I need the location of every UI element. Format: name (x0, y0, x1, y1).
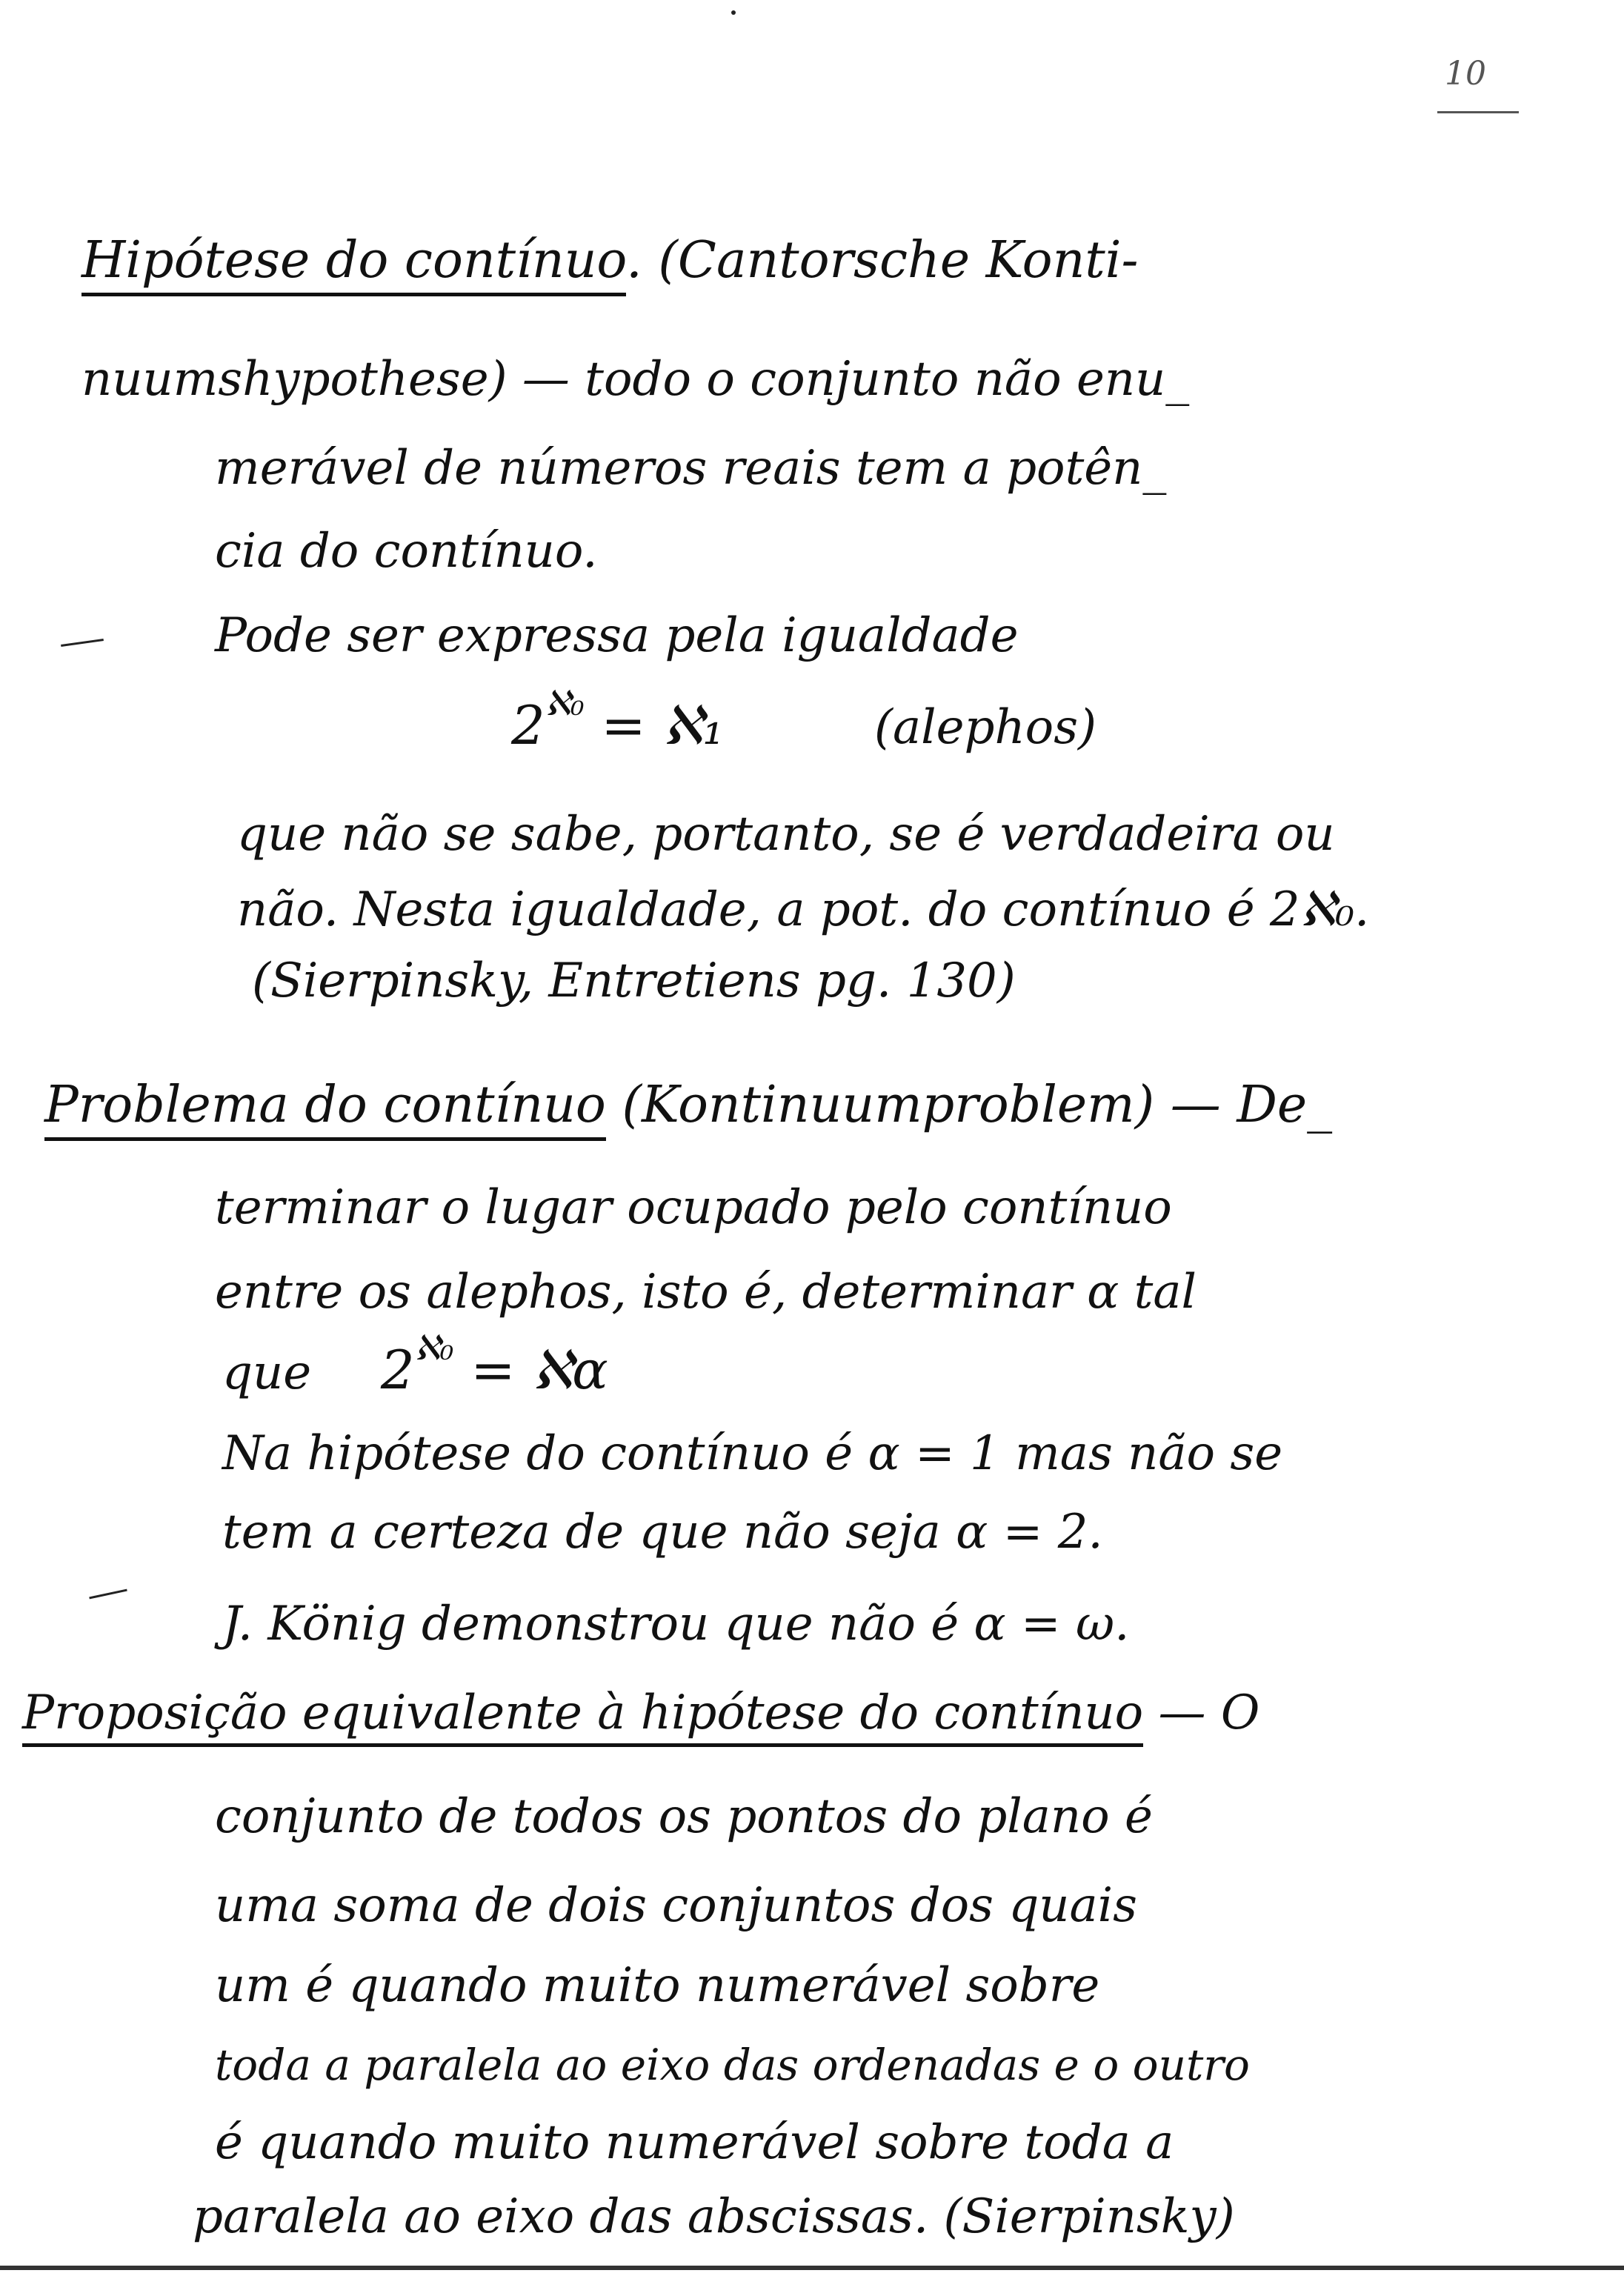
eq2-exponent: ℵ₀ (414, 1328, 454, 1368)
eq1-rest: = ℵ₁ (601, 694, 725, 756)
section1-heading-rest: . (Cantorsche Konti- (626, 231, 1139, 290)
section2-equation-line (222, 1328, 608, 1401)
ink-dot (731, 10, 736, 15)
section3-heading-rest: — O (1143, 1686, 1260, 1740)
section3-line2: conjunto de todos os pontos do plano é (215, 1789, 1153, 1844)
section3-line4: um é quando muito numerável sobre (215, 1958, 1100, 2013)
section1-line2: nuumshypothese) — todo o conjunto não enu_ (81, 352, 1190, 407)
section3-line7: paralela ao eixo das abscissas. (Sierpinsky) (193, 2189, 1235, 2244)
eq1-base: 2 (511, 694, 545, 756)
section1-line4: cia do contínuo. (215, 524, 598, 579)
section1-line3: merável de números reais tem a potên_ (215, 441, 1167, 496)
section2-heading: Problema do contínuo (44, 1076, 606, 1141)
margin-mark-2 (89, 1589, 127, 1600)
scan-edge-line (0, 2266, 1624, 2270)
page-number-underline (1437, 111, 1519, 113)
section3-line3: uma soma de dois conjuntos dos quais (215, 1878, 1137, 1933)
section3-line5: toda a paralela ao eixo das ordenadas e o outro (215, 2040, 1250, 2090)
section1-eq-note: (alephos) (874, 700, 1096, 755)
section2-heading-rest: (Kontinuumproblem) — De_ (605, 1076, 1333, 1134)
section1-heading-line (81, 231, 1139, 290)
section2-line3: entre os alephos, isto é, determinar α tal (215, 1265, 1197, 1320)
section2-line6: tem a certeza de que não seja α = 2. (222, 1505, 1103, 1560)
page-number: 10 (1445, 55, 1486, 93)
section1-line7: que não se sabe, portanto, se é verdadeira ou (237, 807, 1335, 862)
eq2-base: 2 (380, 1339, 415, 1401)
section2-line4-prefix: que (222, 1345, 312, 1400)
eq1-exponent: ℵ₀ (545, 683, 585, 723)
section3-line6: é quando muito numerável sobre toda a (215, 2115, 1174, 2170)
section1-line8: não. Nesta igualdade, a pot. do contínuo é 2ℵ₀. (237, 882, 1370, 937)
section2-line2: terminar o lugar ocupado pelo contínuo (215, 1180, 1172, 1235)
margin-mark (61, 639, 104, 647)
section3-heading: Proposição equivalente à hipótese do contínuo (22, 1686, 1143, 1747)
section1-equation (511, 683, 725, 756)
section1-heading: Hipótese do contínuo (81, 231, 626, 296)
section1-line5: Pode ser expressa pela igualdade (215, 608, 1019, 663)
section2-heading-line (44, 1076, 1333, 1134)
section1-line9: (Sierpinsky, Entretiens pg. 130) (252, 954, 1016, 1008)
section2-line7: J. König demonstrou que não é α = ω. (222, 1597, 1130, 1651)
eq2-rest: = ℵα (470, 1339, 608, 1401)
section2-line5: Na hipótese do contínuo é α = 1 mas não se (222, 1426, 1283, 1481)
section3-heading-line (22, 1686, 1260, 1740)
